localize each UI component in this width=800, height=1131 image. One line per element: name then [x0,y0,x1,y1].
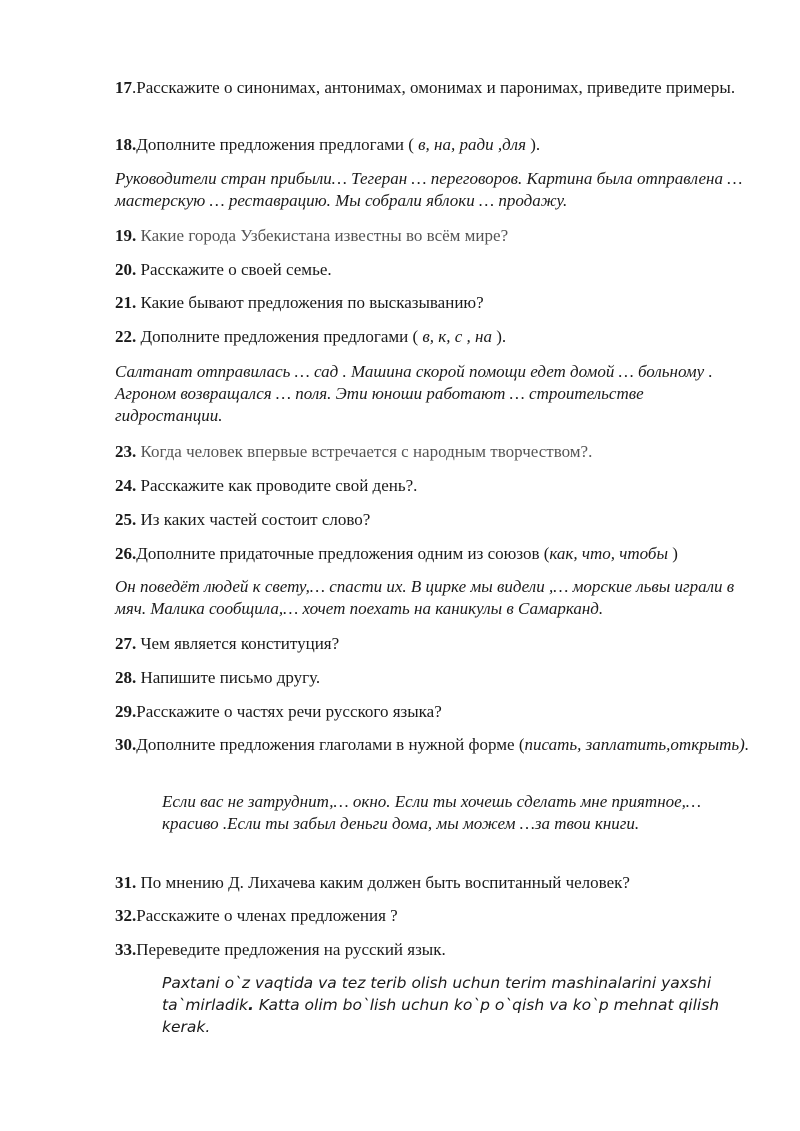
question-18 [115,134,755,156]
question-30 [115,734,755,756]
question-text: Напишите письмо другу. [136,668,321,687]
question-17 [115,77,755,99]
exercise-33-sentence-2: Katta olim bo`lish uchun ko`p o`qish va ko`p mehnat qilish kerak. [162,996,720,1036]
question-text: Расскажите о членах предложения ? [136,906,398,925]
question-20 [115,259,755,281]
question-32 [115,905,755,927]
question-number: 29. [115,702,137,721]
question-text: Расскажите о своей семье. [136,260,332,279]
question-options: в, на, ради ,для [418,135,526,154]
question-23 [115,441,755,463]
question-26 [115,543,755,565]
question-number: 33. [115,940,137,959]
question-options: в, к, с , на [422,327,492,346]
question-text: Расскажите как проводите свой день?. [136,476,418,495]
question-number: 27. [115,634,137,653]
exercise-26: Он поведёт людей к свету,… спасти их. В цирке мы видели ,… морские львы играли в мяч. Малика сообщила,… хочет поехать на каникулы в Самарканд. [115,577,735,618]
question-text: Из каких частей состоит слово? [136,510,371,529]
question-options: писать, заплатить,открыть). [524,735,750,754]
question-text-end: ) [667,544,678,563]
question-number: 32. [115,906,137,925]
question-number: 22. [115,327,137,346]
exercise-33 [162,972,722,1038]
question-number: 24. [115,476,137,495]
question-number: 21. [115,293,137,312]
question-text: Дополните предложения глаголами в нужной форме ( [136,735,525,754]
question-text: Какие бывают предложения по высказыванию? [136,293,484,312]
question-number: 26. [115,544,137,563]
exercise-33-period: . [248,996,254,1014]
question-text: Дополните придаточные предложения одним из союзов ( [136,544,550,563]
question-text: Дополните предложения предлогами ( [136,135,419,154]
exercise-22: Салтанат отправилась … сад . Машина скорой помощи едет домой … больному . Агроном возвращался … поля. Эти юноши работают … строительстве гидростанции. [115,362,713,425]
question-number: 19. [115,226,137,245]
question-text: .Расскажите о синонимах, антонимах, омонимах и паронимах, приведите примеры. [132,78,736,97]
question-number: 18. [115,135,137,154]
question-text: По мнению Д. Лихачева каким должен быть воспитанный человек? [136,873,630,892]
question-number: 17 [115,78,132,97]
question-number: 31. [115,873,137,892]
question-21 [115,292,755,314]
exercise-33-sentence-1: Paxtani o`z vaqtida va tez terib olish uchun terim mashinalarini yaxshi ta`mirladik [162,974,712,1014]
question-text: Когда человек впервые встречается с народным творчеством?. [136,442,593,461]
question-27 [115,633,755,655]
question-22 [115,326,755,348]
question-28 [115,667,755,689]
question-19 [115,225,755,247]
exercise-18: Руководители стран прибыли… Тегеран … переговоров. Картина была отправлена … мастерскую … реставрацию. Мы собрали яблоки … продажу. [115,169,743,210]
question-29 [115,701,755,723]
exercise-30: Если вас не затруднит,… окно. Если ты хочешь сделать мне приятное,… красиво .Если ты забыл деньги дома, мы можем …за твои книги. [162,792,702,833]
question-text: Переведите предложения на русский язык. [136,940,446,959]
question-number: 23. [115,442,137,461]
question-number: 25. [115,510,137,529]
question-text: Дополните предложения предлогами ( [136,327,423,346]
question-text: Чем является конституция? [136,634,340,653]
question-number: 20. [115,260,137,279]
question-text-end: ). [491,327,507,346]
question-25 [115,509,755,531]
question-number: 30. [115,735,137,754]
question-text: Какие города Узбекистана известны во всём мире? [136,226,509,245]
question-31 [115,872,755,894]
question-number: 28. [115,668,137,687]
question-options: как, что, чтобы [549,544,668,563]
question-text: Расскажите о частях речи русского языка? [136,702,442,721]
question-33 [115,939,755,961]
question-text-end: ). [526,135,541,154]
question-24 [115,475,755,497]
